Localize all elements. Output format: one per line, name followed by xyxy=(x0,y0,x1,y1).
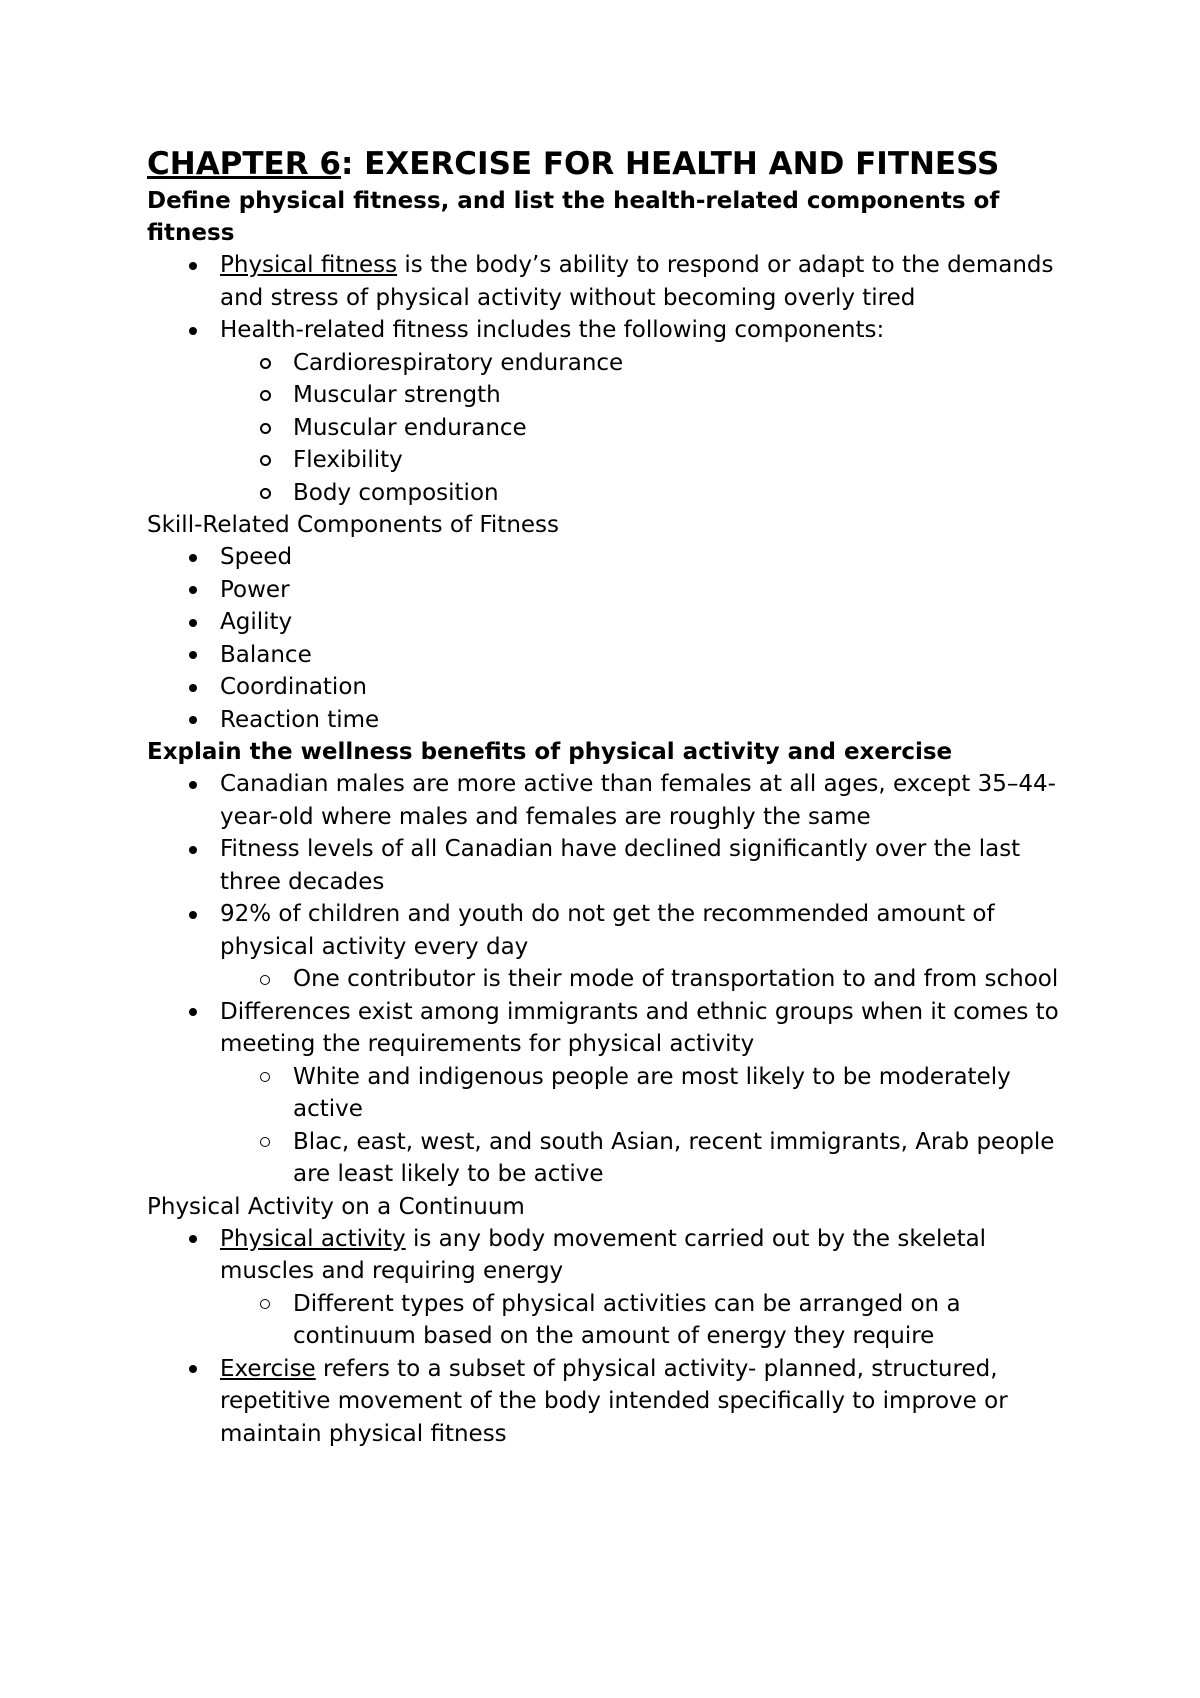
sub-list-item xyxy=(147,347,1077,380)
circle-bullet-icon xyxy=(255,347,275,380)
sub-list-item xyxy=(147,963,1077,996)
component-text: Cardiorespiratory endurance xyxy=(293,349,624,376)
list-item-text: Health-related fitness includes the following components: xyxy=(220,317,885,343)
definition-text: is any body movement carried out by the skeletal muscles and requiring energy xyxy=(220,1225,987,1284)
bullet-icon xyxy=(183,606,203,639)
section-heading-activity-continuum: Physical Activity on a Continuum xyxy=(147,1193,525,1220)
sub-item-text: White and indigenous people are most likely to be moderately active xyxy=(293,1063,1011,1122)
list-item xyxy=(147,671,1077,704)
definition-text: refers to a subset of physical activity- planned, structured, repetitive movement of the body intended specifically to improve or maintain physical fitness xyxy=(220,1355,1008,1447)
list-item-text: Speed xyxy=(220,544,293,570)
list-item xyxy=(147,1353,1077,1451)
list-item-text: Canadian males are more active than females at all ages, except 35–44-year-old where males and females are roughly the same xyxy=(220,771,1056,830)
list-item-text: 92% of children and youth do not get the recommended amount of physical activity every day xyxy=(220,901,995,960)
bullet-icon xyxy=(183,314,203,347)
list-item-text: Coordination xyxy=(220,674,367,700)
wellness-benefits-list xyxy=(147,768,1077,1191)
list-item xyxy=(147,704,1077,737)
circle-bullet-icon xyxy=(255,379,275,412)
list-item-text: Fitness levels of all Canadian have declined significantly over the last three decades xyxy=(220,836,1021,895)
activity-continuum-list xyxy=(147,1223,1077,1451)
list-item-text: Differences exist among immigrants and ethnic groups when it comes to meeting the requirements for physical activity xyxy=(220,998,1059,1057)
sub-item-text: One contributor is their mode of transportation to and from school xyxy=(293,966,1059,992)
list-item xyxy=(147,574,1077,607)
term-exercise: Exercise xyxy=(220,1355,316,1382)
list-item xyxy=(147,541,1077,574)
list-item-text: Power xyxy=(220,576,290,603)
bullet-icon xyxy=(183,1223,203,1256)
bullet-icon xyxy=(183,671,203,704)
term-physical-fitness: Physical fitness xyxy=(220,252,398,278)
bullet-icon xyxy=(183,574,203,607)
list-item xyxy=(147,833,1077,898)
circle-bullet-icon xyxy=(255,1126,275,1159)
list-item-text: Reaction time xyxy=(220,706,380,733)
section-heading-wellness-benefits: Explain the wellness benefits of physical activity and exercise xyxy=(147,739,953,765)
sub-list-item xyxy=(147,1061,1077,1126)
component-text: Muscular strength xyxy=(293,382,501,408)
skill-related-list xyxy=(147,541,1077,736)
bullet-icon xyxy=(183,833,203,866)
circle-bullet-icon xyxy=(255,477,275,510)
circle-bullet-icon xyxy=(255,412,275,445)
sub-list-item xyxy=(147,1126,1077,1191)
section-heading-skill-related: Skill-Related Components of Fitness xyxy=(147,512,560,538)
component-text: Body composition xyxy=(293,479,499,506)
term-physical-activity: Physical activity xyxy=(220,1225,406,1252)
sub-list-item xyxy=(147,412,1077,445)
circle-bullet-icon xyxy=(255,1288,275,1321)
bullet-icon xyxy=(183,996,203,1029)
list-item xyxy=(147,898,1077,963)
chapter-title xyxy=(147,143,1077,185)
circle-bullet-icon xyxy=(255,444,275,477)
bullet-icon xyxy=(183,768,203,801)
bullet-icon xyxy=(183,541,203,574)
list-item xyxy=(147,249,1077,314)
sub-item-text: Different types of physical activities can be arranged on a continuum based on the amount of energy they require xyxy=(293,1290,961,1349)
list-item xyxy=(147,1223,1077,1288)
bullet-icon xyxy=(183,898,203,931)
sub-list-item xyxy=(147,379,1077,412)
list-item xyxy=(147,314,1077,347)
section-heading-physical-fitness: Define physical fitness, and list the health-related components of fitness xyxy=(147,188,1000,246)
list-item xyxy=(147,639,1077,672)
bullet-icon xyxy=(183,1353,203,1386)
component-text: Flexibility xyxy=(293,447,403,473)
physical-fitness-list xyxy=(147,249,1077,509)
list-item xyxy=(147,996,1077,1061)
bullet-icon xyxy=(183,704,203,737)
document-page xyxy=(147,143,1077,1450)
chapter-number: CHAPTER 6 xyxy=(147,146,341,182)
sub-list-item xyxy=(147,1288,1077,1353)
bullet-icon xyxy=(183,249,203,282)
sub-item-text: Blac, east, west, and south Asian, recent immigrants, Arab people are least likely to be active xyxy=(293,1128,1055,1187)
list-item xyxy=(147,606,1077,639)
bullet-icon xyxy=(183,639,203,672)
circle-bullet-icon xyxy=(255,963,275,996)
component-text: Muscular endurance xyxy=(293,414,527,441)
list-item-text: Balance xyxy=(220,641,312,668)
sub-list-item xyxy=(147,444,1077,477)
list-item-text: Agility xyxy=(220,609,293,635)
chapter-title-text: : EXERCISE FOR HEALTH AND FITNESS xyxy=(340,146,1000,182)
circle-bullet-icon xyxy=(255,1061,275,1094)
definition-text: is the body’s ability to respond or adapt to the demands and stress of physical activity without becoming overly tired xyxy=(220,252,1054,311)
sub-list-item xyxy=(147,477,1077,510)
list-item xyxy=(147,768,1077,833)
